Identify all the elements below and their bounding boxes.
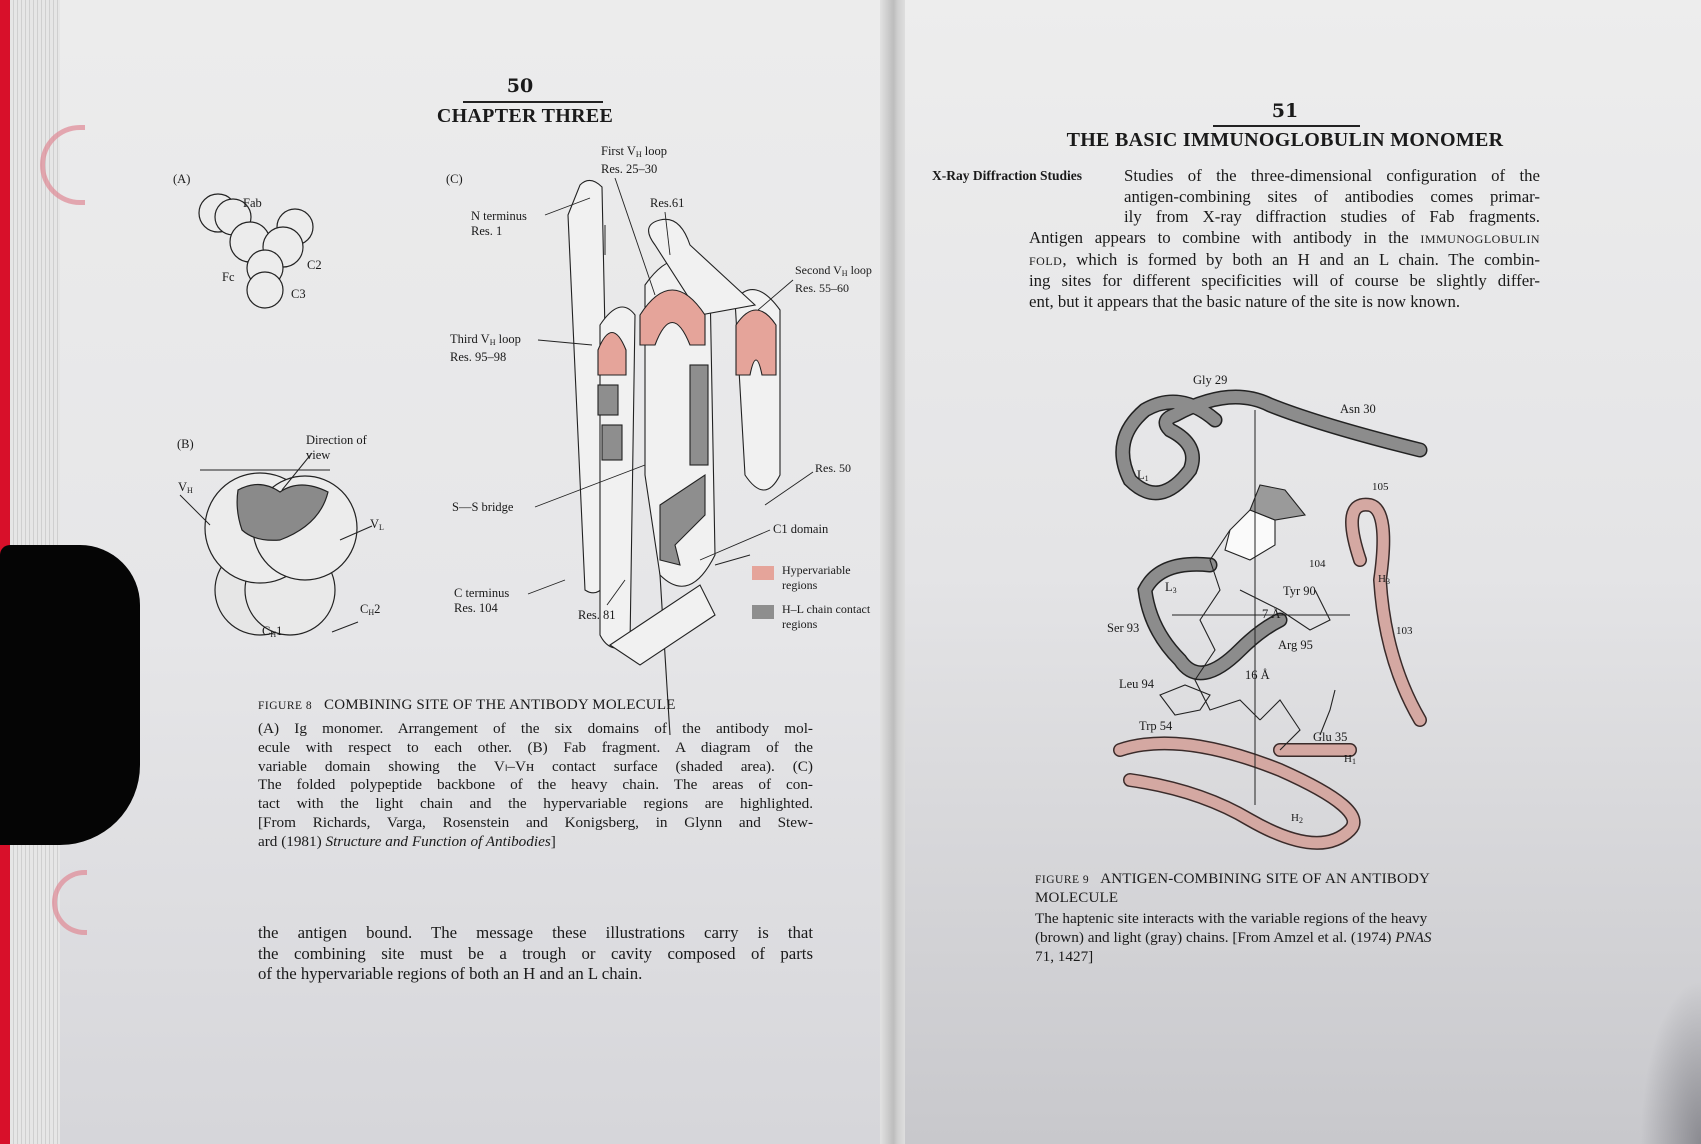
label-h1: $H_1$	[1344, 753, 1356, 766]
label-glu35: Glu 35	[1313, 730, 1348, 744]
label-16a: 16 Å	[1245, 668, 1270, 682]
label-ch1: $C_H1$	[262, 624, 283, 639]
label-ch2: $C_H2$	[360, 602, 381, 617]
left-body-text: the antigen bound. The message these illustrations carry is that the combining site must be a trough or cavity composed of parts of the hypervariable regions of both an H and an L chain.	[258, 923, 813, 984]
running-head-left: CHAPTER THREE	[436, 105, 614, 127]
panel-b-label: (B)	[177, 437, 194, 451]
label-first-vh-loop: First $V_H$ loop Res. 25–30	[601, 144, 667, 176]
legend-label-hypervariable: Hypervariable regions	[782, 563, 851, 592]
label-res61: Res.61	[650, 196, 685, 210]
label-fc: Fc	[222, 270, 235, 284]
panel-c-label: (C)	[446, 172, 463, 186]
label-c2: C2	[307, 258, 322, 272]
label-104: 104	[1309, 558, 1326, 570]
label-fab: Fab	[243, 196, 262, 210]
label-third-vh-loop: Third $V_H$ loop Res. 95–98	[450, 332, 521, 364]
label-c3: C3	[291, 287, 306, 301]
label-res81: Res. 81	[578, 608, 616, 622]
label-c1-domain: C1 domain	[773, 522, 829, 536]
page-number-left: 50	[506, 75, 534, 97]
right-paragraph: Antigen appears to combine with antibody in the IMMUNOGLOBULIN FOLD, which is formed by both an H and an L chain. The combin- ing sites for different specificities will of course be slightly differ- ent, but it appears that the basic nature of the site is now known.	[1029, 228, 1540, 311]
label-vh: $V_H$	[178, 480, 193, 495]
side-heading: X-Ray Diffraction Studies	[932, 168, 1082, 183]
figure-8-title: FIGURE 8 COMBINING SITE OF THE ANTIBODY MOLECULE	[258, 697, 676, 713]
label-n-terminus: N terminus Res. 1	[471, 209, 527, 238]
label-vl: $V_L$	[370, 517, 384, 532]
label-l1: $L_1$	[1137, 468, 1149, 483]
label-ser93: Ser 93	[1107, 621, 1140, 635]
page-number-right: 51	[1271, 100, 1299, 122]
label-105: 105	[1372, 481, 1389, 493]
figure-9-title: FIGURE 9 ANTIGEN-COMBINING SITE OF AN ANTIBODY MOLECULE	[1035, 871, 1431, 906]
running-head-right: THE BASIC IMMUNOGLOBULIN MONOMER	[1066, 129, 1504, 151]
label-gly29: Gly 29	[1193, 373, 1228, 387]
label-7a: 7 Å	[1262, 607, 1281, 621]
label-l3: $L_3$	[1165, 580, 1177, 595]
label-h2: $H_2$	[1291, 812, 1303, 825]
label-direction-of-view: Direction of view	[306, 433, 367, 462]
label-tyr90: Tyr 90	[1283, 584, 1316, 598]
label-res50: Res. 50	[815, 461, 851, 475]
panel-a-label: (A)	[173, 172, 191, 186]
legend-label-contact: H–L chain contact regions	[782, 602, 871, 631]
legend-swatch-contact	[752, 605, 774, 619]
label-c-terminus: C terminus Res. 104	[454, 586, 510, 615]
label-asn30: Asn 30	[1340, 402, 1376, 416]
label-arg95: Arg 95	[1278, 638, 1313, 652]
label-trp54: Trp 54	[1139, 719, 1173, 733]
legend-swatch-hypervariable	[752, 566, 774, 580]
figure-8-caption: (A) Ig monomer. Arrangement of the six domains of the antibody mol- ecule with respect to each other. (B) Fab fragment. A diagram of the variable domain showing the Vₗ–Vʜ contact surface (shaded area). (C) The folded polypeptide backbone of the heavy chain. The areas of con- tact with the light chain and the hypervariable regions are highlighted. [From Richards, Varga, Rosenstein and Konigsberg, in Glynn and Stew- ard (1981) Structure and Function of Antibodies]	[258, 720, 813, 850]
figure-9-caption: The haptenic site interacts with the variable regions of the heavy (brown) and light (gray) chains. [From Amzel et al. (1974) PNAS 71, 1427]	[1035, 910, 1432, 965]
label-second-vh-loop: Second $V_H$ loop Res. 55–60	[795, 263, 872, 295]
label-h3: $H_3$	[1378, 573, 1390, 586]
corner-shadow	[1640, 980, 1701, 1144]
label-103: 103	[1396, 625, 1413, 637]
label-ss-bridge: S—S bridge	[452, 500, 514, 514]
header-rule	[1213, 125, 1360, 127]
label-leu94: Leu 94	[1119, 677, 1155, 691]
right-paragraph-indented: Studies of the three-dimensional configuration of the antigen-combining sites of antibodies comes primar- ily from X-ray diffraction studies of Fab fragments.	[1124, 166, 1540, 227]
